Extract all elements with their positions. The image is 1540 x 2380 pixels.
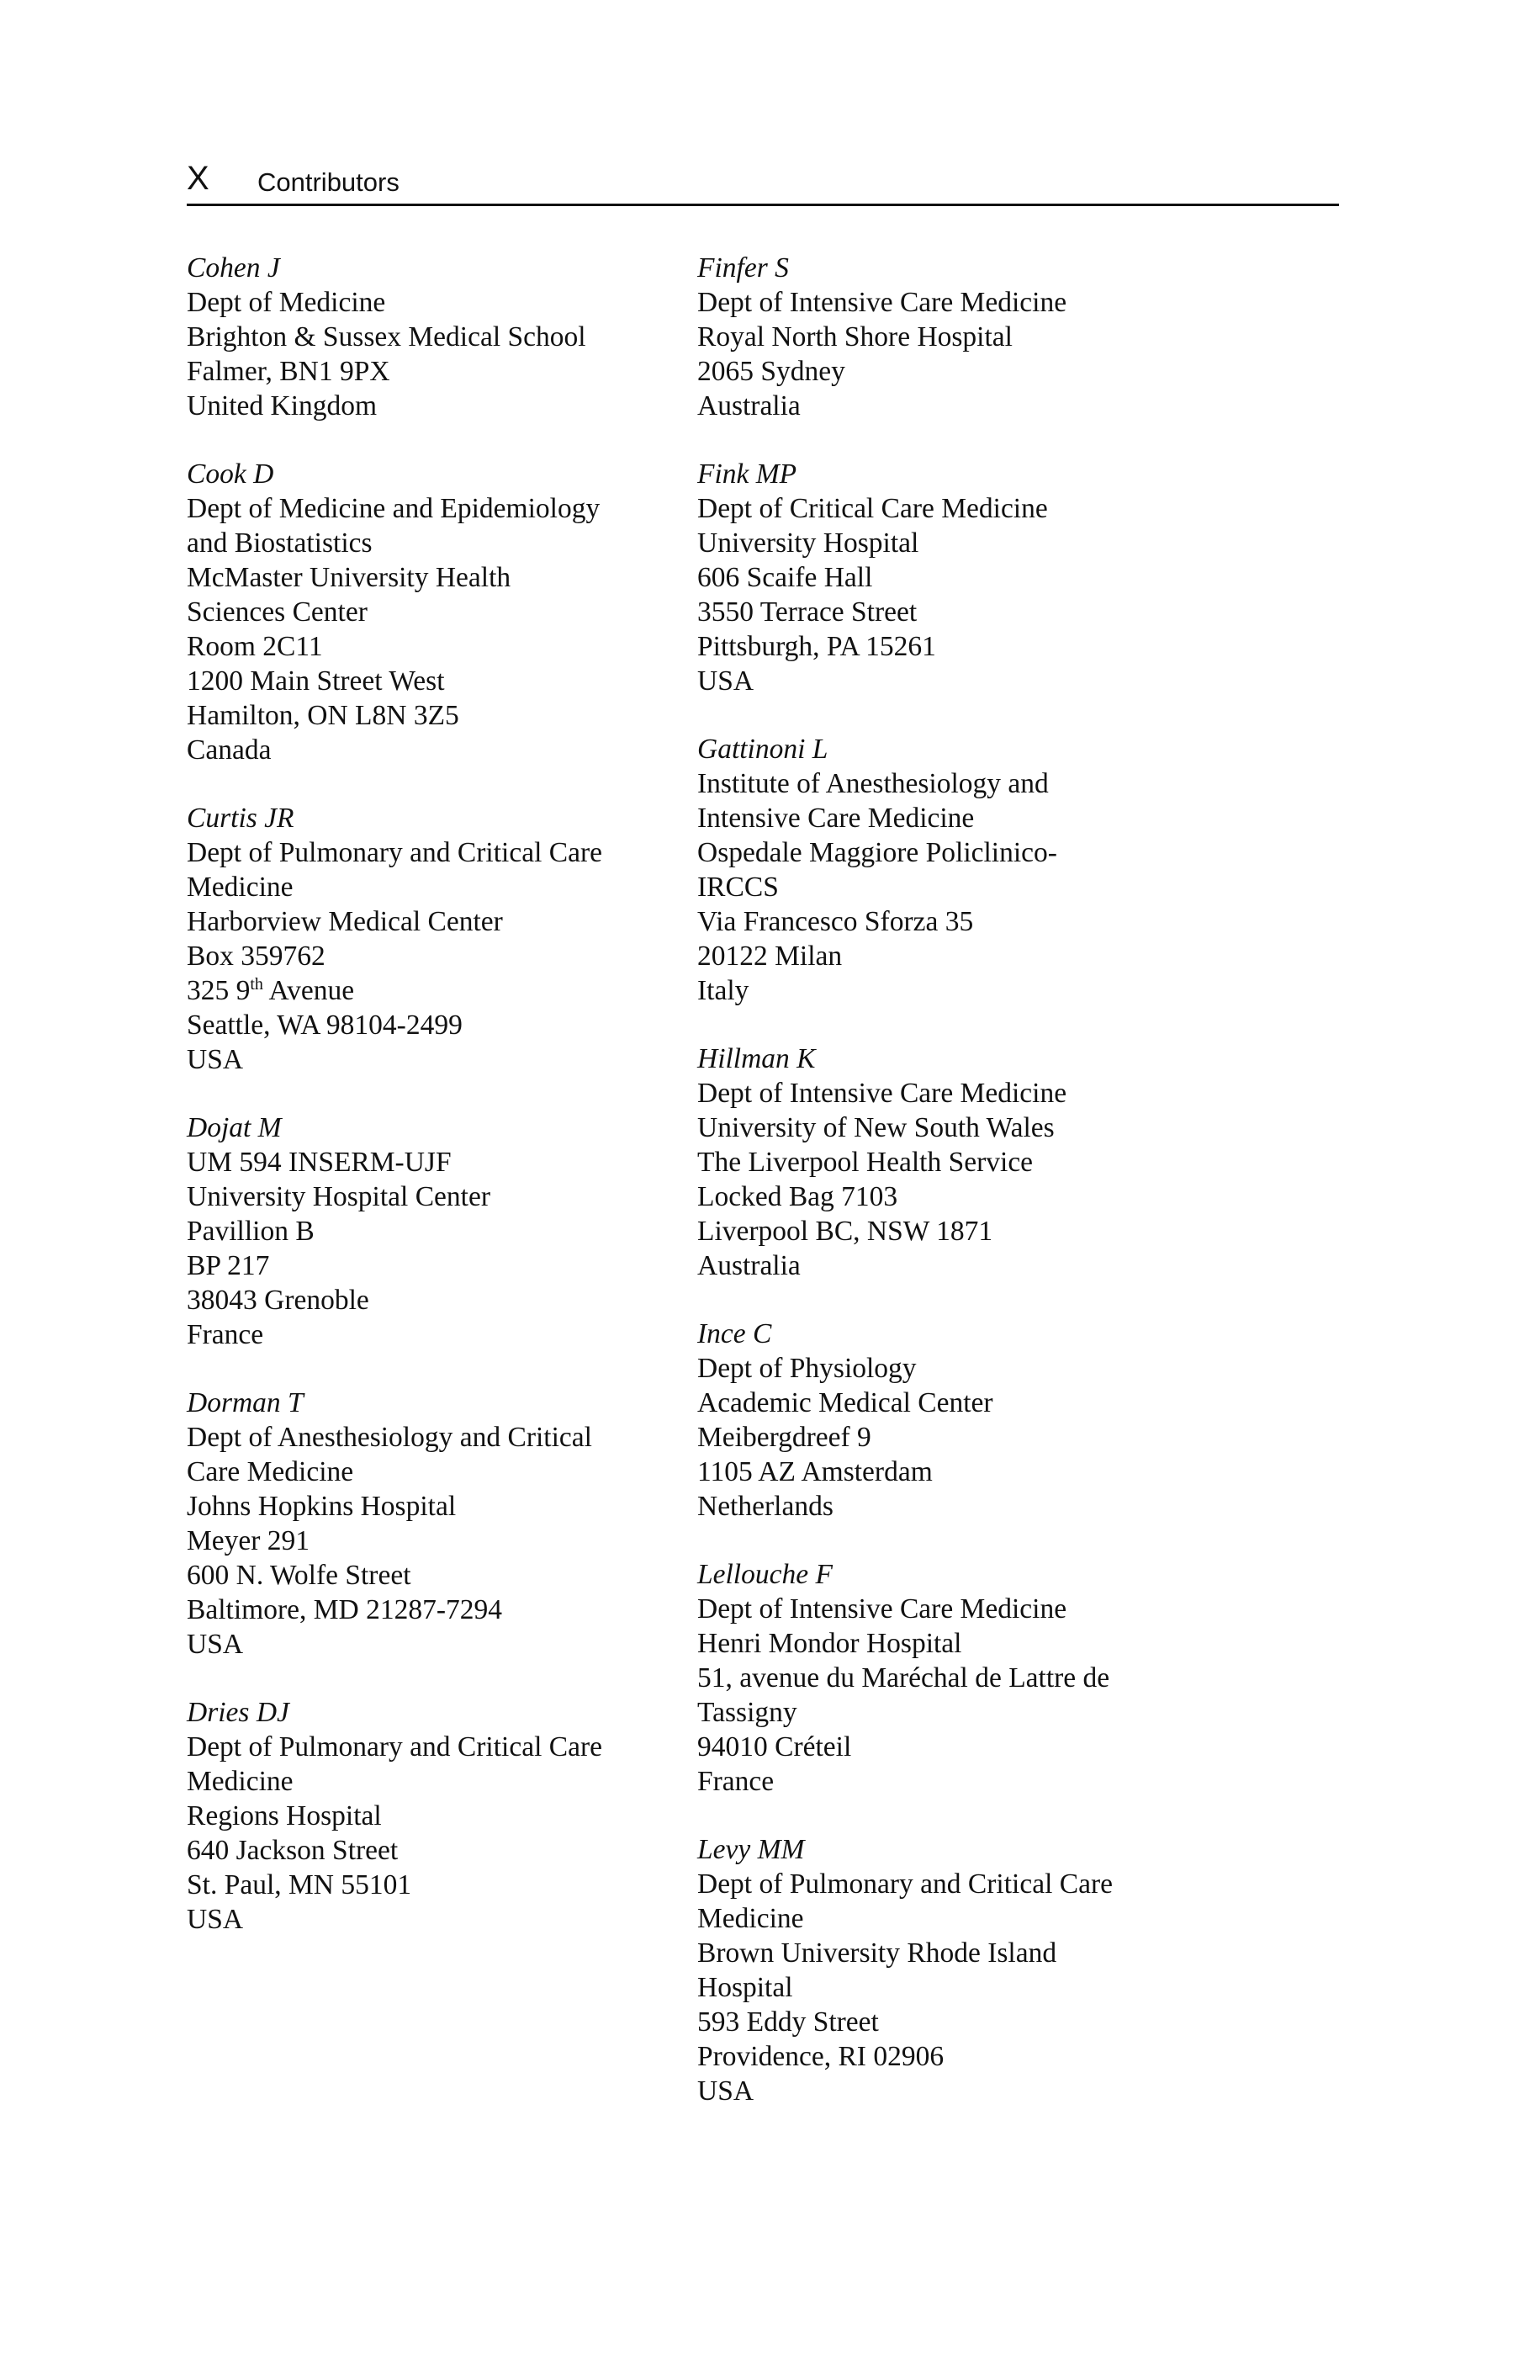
address-line: 2065 Sydney — [697, 356, 845, 387]
address-line: Hamilton, ON L8N 3Z5 — [187, 700, 459, 731]
page-number: X — [187, 160, 209, 197]
address-line: Sciences Center — [187, 596, 368, 628]
address-line: Dept of Intensive Care Medicine — [697, 287, 1067, 318]
address-line: McMaster University Health — [187, 562, 511, 593]
contributors-left-column — [187, 251, 691, 1970]
contributor-name: Cook D — [187, 459, 274, 490]
address-line: St. Paul, MN 55101 — [187, 1869, 412, 1900]
address-line: USA — [187, 1629, 244, 1660]
address-line: Locked Bag 7103 — [697, 1181, 898, 1212]
address-line: Canada — [187, 734, 272, 766]
contributor-entry — [187, 457, 691, 767]
address-line: France — [187, 1319, 264, 1350]
address-line: Ospedale Maggiore Policlinico- — [697, 837, 1057, 868]
contributor-entry — [697, 1832, 1202, 2108]
contributor-name: Fink MP — [697, 459, 797, 490]
address-line: 38043 Grenoble — [187, 1285, 369, 1316]
address-line: Johns Hopkins Hospital — [187, 1491, 457, 1522]
address-line: Medicine — [187, 1766, 294, 1797]
address-line: USA — [697, 2075, 754, 2107]
address-line: The Liverpool Health Service — [697, 1147, 1034, 1178]
address-line: Pavillion B — [187, 1216, 315, 1247]
address-line — [187, 973, 691, 1008]
contributor-name: Dojat M — [187, 1112, 282, 1143]
address-line: Italy — [697, 975, 749, 1006]
address-line: 606 Scaife Hall — [697, 562, 873, 593]
address-line: IRCCS — [697, 872, 779, 903]
address-line: BP 217 — [187, 1250, 270, 1281]
address-line: Brown University Rhode Island — [697, 1937, 1057, 1969]
address-line: Dept of Pulmonary and Critical Care — [187, 1731, 602, 1762]
address-line: Via Francesco Sforza 35 — [697, 906, 974, 937]
address-line: Brighton & Sussex Medical School — [187, 321, 586, 352]
address-line: Dept of Intensive Care Medicine — [697, 1593, 1067, 1625]
address-line: University Hospital Center — [187, 1181, 490, 1212]
contributor-entry — [697, 1042, 1202, 1283]
address-line: Royal North Shore Hospital — [697, 321, 1013, 352]
running-title: Contributors — [257, 167, 400, 197]
address-line: 600 N. Wolfe Street — [187, 1560, 411, 1591]
contributor-name: Ince C — [697, 1318, 772, 1349]
address-line: Room 2C11 — [187, 631, 323, 662]
address-line: 3550 Terrace Street — [697, 596, 918, 628]
contributor-name: Levy MM — [697, 1834, 805, 1865]
address-line: Falmer, BN1 9PX — [187, 356, 390, 387]
address-line: Dept of Medicine — [187, 287, 386, 318]
address-line: France — [697, 1766, 775, 1797]
address-line: Regions Hospital — [187, 1800, 382, 1831]
contributor-entry — [697, 1317, 1202, 1524]
contributor-name: Dorman T — [187, 1387, 304, 1418]
address-line: 20122 Milan — [697, 941, 843, 972]
address-line: Harborview Medical Center — [187, 906, 503, 937]
address-line: Institute of Anesthesiology and — [697, 768, 1049, 799]
address-line: Henri Mondor Hospital — [697, 1628, 962, 1659]
address-line: 640 Jackson Street — [187, 1835, 399, 1866]
contributor-entry — [697, 251, 1202, 423]
address-line: Australia — [697, 1250, 801, 1281]
address-line: Dept of Anesthesiology and Critical — [187, 1422, 592, 1453]
contributor-entry — [697, 1557, 1202, 1799]
address-line: Tassigny — [697, 1697, 797, 1728]
contributor-entry — [187, 801, 691, 1077]
address-line: Box 359762 — [187, 941, 325, 972]
contributor-entry — [187, 251, 691, 423]
address-line: Dept of Pulmonary and Critical Care — [187, 837, 602, 868]
contributor-entry — [187, 1386, 691, 1662]
page-header — [187, 160, 1339, 206]
address-line: Hospital — [697, 1972, 793, 2003]
address-line: 51, avenue du Maréchal de Lattre de — [697, 1662, 1110, 1694]
address-line: Netherlands — [697, 1491, 834, 1522]
contributor-name: Cohen J — [187, 252, 280, 284]
address-line: Pittsburgh, PA 15261 — [697, 631, 936, 662]
contributor-entry — [697, 732, 1202, 1008]
address-line: UM 594 INSERM-UJF — [187, 1147, 452, 1178]
address-number: 325 9 — [187, 975, 251, 1006]
address-line: 1200 Main Street West — [187, 665, 445, 697]
address-line: Meibergdreef 9 — [697, 1422, 871, 1453]
address-line: Baltimore, MD 21287-7294 — [187, 1594, 502, 1625]
address-street: Avenue — [262, 975, 355, 1006]
contributor-entry — [187, 1695, 691, 1937]
address-line: Medicine — [187, 872, 294, 903]
address-line: United Kingdom — [187, 390, 378, 421]
address-line: USA — [187, 1904, 244, 1935]
address-line: Meyer 291 — [187, 1525, 310, 1556]
contributor-entry — [187, 1110, 691, 1352]
address-line: Dept of Pulmonary and Critical Care — [697, 1868, 1113, 1900]
address-line: Providence, RI 02906 — [697, 2041, 945, 2072]
address-line: Liverpool BC, NSW 1871 — [697, 1216, 993, 1247]
address-line: USA — [697, 665, 754, 697]
contributor-name: Hillman K — [697, 1043, 816, 1074]
ordinal-suffix: th — [250, 974, 263, 994]
contributor-name: Gattinoni L — [697, 734, 828, 765]
address-line: Australia — [697, 390, 801, 421]
address-line: 593 Eddy Street — [697, 2006, 879, 2038]
contributor-name: Dries DJ — [187, 1697, 289, 1728]
address-line: USA — [187, 1044, 244, 1075]
address-line: Intensive Care Medicine — [697, 803, 975, 834]
contributor-name: Lellouche F — [697, 1559, 833, 1590]
address-line: University Hospital — [697, 527, 919, 559]
address-line: Dept of Medicine and Epidemiology — [187, 493, 601, 524]
address-line: Dept of Critical Care Medicine — [697, 493, 1048, 524]
address-line: University of New South Wales — [697, 1112, 1055, 1143]
contributor-name: Finfer S — [697, 252, 789, 284]
contributor-entry — [697, 457, 1202, 698]
address-line: and Biostatistics — [187, 527, 373, 559]
address-line: Care Medicine — [187, 1456, 354, 1487]
address-line: Seattle, WA 98104-2499 — [187, 1010, 463, 1041]
address-line: Medicine — [697, 1903, 804, 1934]
address-line: Dept of Physiology — [697, 1353, 917, 1384]
address-line: 94010 Créteil — [697, 1731, 852, 1762]
address-line: Academic Medical Center — [697, 1387, 993, 1418]
address-line: 1105 AZ Amsterdam — [697, 1456, 933, 1487]
address-line: Dept of Intensive Care Medicine — [697, 1078, 1067, 1109]
contributors-right-column — [697, 251, 1202, 2142]
contributor-name: Curtis JR — [187, 803, 294, 834]
